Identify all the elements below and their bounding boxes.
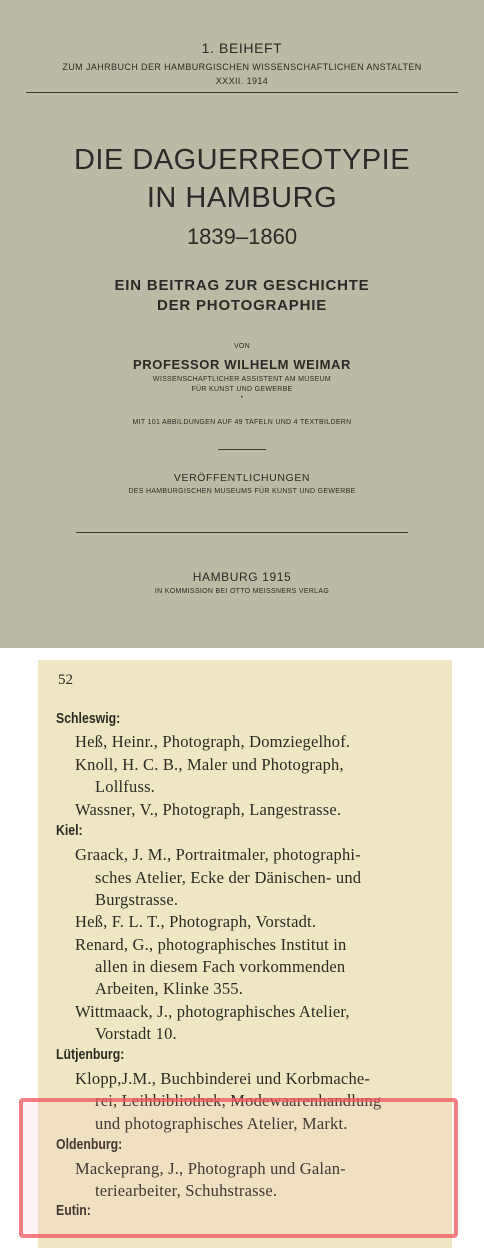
entry-line: Heß, F. L. T., Photograph, Vorstadt. [75,912,317,931]
entry-line: allen in diesem Fach vorkommenden [95,957,346,976]
subtitle-line2: DER PHOTOGRAPHIE [156,297,328,314]
place-heading-kiel: Kiel: [56,822,83,839]
illustrations-note: MIT 101 ABBILDUNGEN AUF 49 TAFELN UND 4 TEXTBILDERN [132,419,352,426]
publication-place-year: HAMBURG 1915 [192,570,292,584]
book-years: 1839–1860 [186,224,298,249]
place-heading-schleswig: Schleswig: [56,710,121,727]
header-rule [26,92,458,93]
by-label: VON [233,343,251,350]
book-title-line2: IN HAMBURG [146,182,338,214]
entry-line: Wassner, V., Photograph, Langestrasse. [75,800,342,819]
place-heading-eutin: Eutin: [56,1202,91,1219]
subtitle-line1: EIN BEITRAG ZUR GESCHICHTE [114,277,370,294]
page-number: 52 [58,672,73,688]
book-title-line1: DIE DAGUERREOTYPIE [73,144,411,176]
footer-rule [76,532,408,533]
page-separator [0,648,484,660]
author-role-line2: FÜR KUNST UND GEWERBE [191,386,293,393]
beiheft-label: 1. BEIHEFT [201,40,283,56]
entry-line: Vorstadt 10. [95,1024,177,1043]
entry-line: sches Atelier, Ecke der Dänischen- und [95,868,362,887]
entry-line: rei, Leihbibliothek, Modewaarenhandlung [95,1091,382,1110]
entry-line: und photographisches Atelier, Markt. [95,1114,348,1133]
entry-line: Klopp,J.M., Buchbinderei und Korbmache- [75,1069,371,1088]
entry-line: Wittmaack, J., photographisches Atelier, [75,1002,350,1021]
place-heading-luetjenburg: Lütjenburg: [56,1046,125,1063]
series-label: ZUM JAHRBUCH DER HAMBURGISCHEN WISSENSCHAFTLICHEN ANSTALTEN [62,62,422,72]
publisher-commission: IN KOMMISSION BEI OTTO MEISSNERS VERLAG [154,588,330,595]
entry-line: Lollfuss. [95,777,156,796]
entry-line: Mackeprang, J., Photograph und Galan- [75,1159,346,1178]
place-heading-oldenburg: Oldenburg: [56,1136,123,1153]
entry-line: Knoll, H. C. B., Maler und Photograph, [75,755,344,774]
entry-line: Renard, G., photographisches Institut in [75,935,347,954]
highlight-box [19,1098,458,1238]
publication-series-line1: VERÖFFENTLICHUNGEN [173,472,311,484]
entry-line: teriearbeiter, Schuhstrasse. [95,1181,278,1200]
entry-line: Burgstrasse. [95,890,179,909]
volume-label: XXXII. 1914 [215,76,269,86]
author-role-line1: WISSENSCHAFTLICHER ASSISTENT AM MUSEUM [152,376,332,383]
entry-line: Arbeiten, Klinke 355. [95,979,244,998]
author-name: PROFESSOR WILHELM WEIMAR [132,357,352,372]
dot-ornament: • [240,395,244,401]
entry-line: Heß, Heinr., Photograph, Domziegelhof. [75,732,351,751]
entry-line: Graack, J. M., Portraitmaler, photographi- [75,845,361,864]
publication-series-line2: DES HAMBURGISCHEN MUSEUMS FÜR KUNST UND GEWERBE [128,488,356,495]
short-rule [218,449,266,450]
